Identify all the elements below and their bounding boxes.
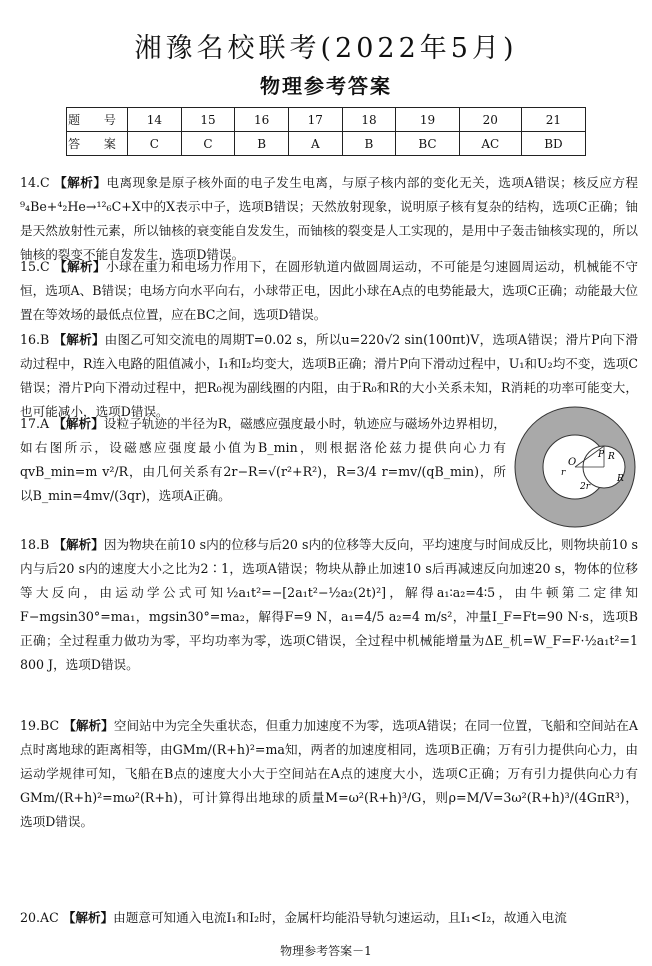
analysis-tag: 【解析】 bbox=[63, 718, 114, 733]
item-text: 因为物块在前10 s内的位移与后20 s内的位移等大反向，平均速度与时间成反比，则物块前10 s内与后20 s内的速度大小之比为2∶1，选项A错误；物块从静止加速10 s后再减速反向加速20 s，物体的位移等大反向，由运动学公式可知½a₁t²=−[2a₁t²−½a₂(2t)²]，解得a₁∶a₂=4∶5，由牛顿第二定律知F−mgsin30°=ma₁，mgsin30°=ma₂，解得F=9 N，a₁=4/5 a₂=4 m/s²，冲量I_F=Ft=90 N·s，选项B正确；全过程重力做功为零，平均功率为零，选项C错误，全过程中机械能增量为ΔE_机=W_F=F·½a₁t²=1 800 J，选项D错误。 bbox=[20, 537, 639, 672]
item-text: 由题意可知通入电流I₁和I₂时，金属杆均能沿导轨匀速运动，且I₁<I₂，故通入电流 bbox=[113, 910, 567, 925]
analysis-tag: 【解析】 bbox=[53, 332, 105, 347]
r-label: r bbox=[561, 468, 566, 478]
table-cell: 20 bbox=[459, 108, 521, 132]
table-cell: 17 bbox=[288, 108, 342, 132]
item-label: 15.C bbox=[20, 259, 50, 274]
point-o-label: O bbox=[568, 457, 577, 468]
answer-item-18 bbox=[20, 533, 638, 677]
item-text: 设粒子轨迹的半径为R，磁感应强度最小时，轨迹应与磁场外边界相切，如右图所示，设磁感应强度最小值为B_min，则根据洛伦兹力提供向心力有qvB_min=m v²/R，由几何关系有2r−R=√(r²+R²)，R=3/4 r=mv/(qB_min)，所以B_min=4mv/(3qr)，选项A正确。 bbox=[20, 416, 506, 503]
table-cell: 16 bbox=[235, 108, 289, 132]
table-cell: B bbox=[342, 132, 396, 156]
2r-label: 2r bbox=[580, 482, 591, 492]
page-footer: 物理参考答案－1 bbox=[280, 944, 372, 958]
item-label: 14.C bbox=[20, 175, 50, 190]
answer-item-17 bbox=[20, 412, 506, 508]
table-cell: C bbox=[181, 132, 235, 156]
answer-table bbox=[66, 107, 586, 156]
table-row bbox=[67, 132, 586, 156]
analysis-tag: 【解析】 bbox=[54, 175, 107, 190]
analysis-tag: 【解析】 bbox=[62, 910, 114, 925]
item-label: 19.BC bbox=[20, 718, 60, 733]
table-cell: A bbox=[288, 132, 342, 156]
page-title: 湘豫名校联考(2022年5月) bbox=[134, 33, 518, 64]
item-label: 16.B bbox=[20, 332, 50, 347]
table-cell: B bbox=[235, 132, 289, 156]
answer-item-20 bbox=[20, 906, 638, 930]
table-cell: 18 bbox=[342, 108, 396, 132]
row-label: 答 案 bbox=[67, 132, 128, 156]
point-p-label: P bbox=[598, 450, 605, 460]
item-text: 空间站中为完全失重状态，但重力加速度不为零，选项A错误；在同一位置，飞船和空间站在A点时离地球的距离相等，由GMm/(R+h)²=ma知，两者的加速度相同，选项B正确；万有引力提供向心力，由运动学规律可知，飞船在B点的速度大小大于空间站在A点的速度大小，选项C正确；万有引力提供向心力有GMm/(R+h)²=mω²(R+h)，可计算得出地球的质量M=ω²(R+h)³/G，则ρ=M/V=3ω²(R+h)³/(4GπR³)，选项D错误。 bbox=[20, 718, 638, 829]
table-cell: C bbox=[128, 132, 182, 156]
table-cell: 15 bbox=[181, 108, 235, 132]
table-cell: BC bbox=[396, 132, 459, 156]
item-text: 由图乙可知交流电的周期T=0.02 s，所以u=220√2 sin(100πt)V，选项A错误；滑片P向下滑动过程中，R连入电路的阻值减小，I₁和I₂均变大，选项B正确；滑片P向下滑动过程中，U₁和U₂均不变，选项C错误；滑片P向下滑动过程中，把R₀视为副线圈的内阻，由于R₀和R的大小关系未知，R消耗的功率可能变大，也可能减小，选项D错误。 bbox=[20, 332, 638, 419]
table-cell: 19 bbox=[396, 108, 459, 132]
item-label: 18.B bbox=[20, 537, 50, 552]
magnetic-field-diagram bbox=[513, 405, 637, 529]
answer-item-14 bbox=[20, 171, 638, 267]
table-cell: AC bbox=[459, 132, 521, 156]
item-label: 17.A bbox=[20, 416, 50, 431]
item-text: 电离现象是原子核外面的电子发生电离，与原子核内部的变化无关，选项A错误；核反应方程⁹₄Be+⁴₂He→¹²₆C+X中的X表示中子，选项B错误；天然放射现象，说明原子核有复杂的结构，选项C正确；铀是天然放射性元素，所以铀核的衰变能自发发生，而铀核的裂变是人工实现的，是用中子轰击铀核实现的，所以铀核的裂变不能自发发生，选项D错误。 bbox=[20, 175, 638, 262]
answer-item-15 bbox=[20, 255, 638, 327]
item-label: 20.AC bbox=[20, 910, 59, 925]
outer-r-label: R bbox=[617, 474, 624, 484]
analysis-tag: 【解析】 bbox=[53, 416, 104, 431]
row-label: 题 号 bbox=[67, 108, 128, 132]
table-cell: 14 bbox=[128, 108, 182, 132]
table-row bbox=[67, 108, 586, 132]
radius-r-label: R bbox=[608, 452, 615, 462]
page-subtitle: 物理参考答案 bbox=[260, 74, 392, 98]
table-cell: 21 bbox=[521, 108, 585, 132]
analysis-tag: 【解析】 bbox=[53, 537, 104, 552]
item-text: 小球在重力和电场力作用下，在圆形轨道内做圆周运动，不可能是匀速圆周运动，机械能不守恒，选项A、B错误；电场方向水平向右，小球带正电，因此小球在A点的电势能最大，选项C正确；动能最大位置在等效场的最低点位置，应在BC之间，选项D错误。 bbox=[20, 259, 639, 322]
table-cell: BD bbox=[521, 132, 585, 156]
answer-item-19 bbox=[20, 714, 638, 834]
analysis-tag: 【解析】 bbox=[54, 259, 107, 274]
